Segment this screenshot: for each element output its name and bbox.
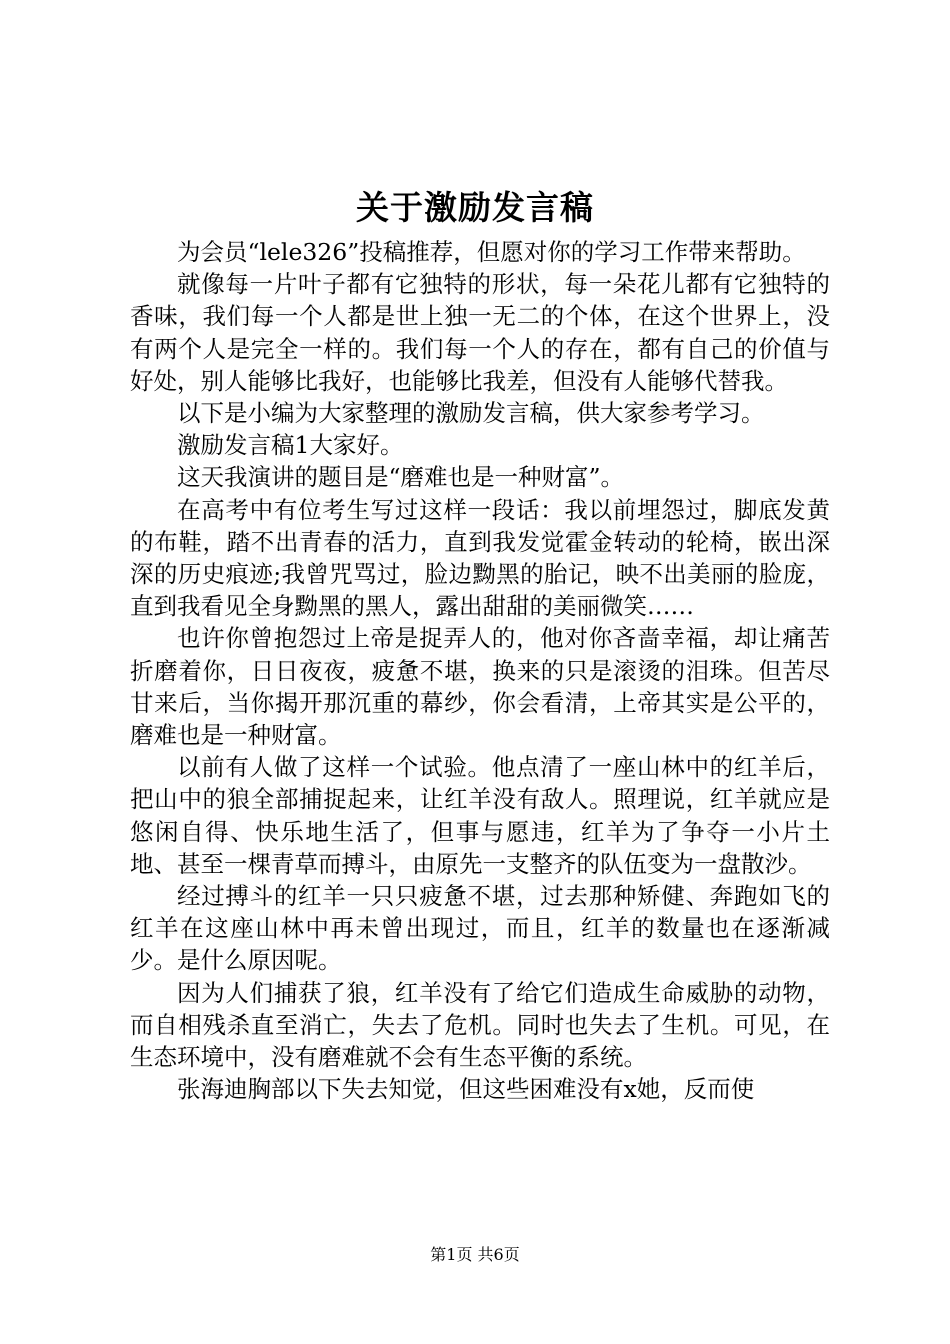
document-body: [130, 236, 830, 1105]
paragraph: 以前有人做了这样一个试验。他点清了一座山林中的红羊后，把山中的狼全部捕捉起来，让红羊没有敌人。照理说，红羊就应是悠闲自得、快乐地生活了，但事与愿违，红羊为了争夺一小片土地、甚至一棵青草而搏斗，由原先一支整齐的队伍变为一盘散沙。: [130, 753, 830, 878]
paragraph: 也许你曾抱怨过上帝是捉弄人的，他对你吝啬幸福，却让痛苦折磨着你，日日夜夜，疲惫不堪，换来的只是滚烫的泪珠。但苦尽甘来后，当你揭开那沉重的幕纱，你会看清，上帝其实是公平的，磨难也是一种财富。: [130, 624, 830, 750]
paragraph: 为会员“lele326”投稿推荐，但愿对你的学习工作带来帮助。: [177, 238, 806, 266]
paragraph: 在高考中有位考生写过这样一段话：我以前埋怨过，脚底发黄的布鞋，踏不出青春的活力，直到我发觉霍金转动的轮椅，嵌出深深的历史痕迹;我曾咒骂过，脸边黝黑的胎记，映不出美丽的脸庞，直到我看见全身黝黑的黑人，露出甜甜的美丽微笑……: [130, 495, 830, 621]
page-footer: 第1页 共6页: [430, 1245, 520, 1264]
paragraph: 就像每一片叶子都有它独特的形状，每一朵花儿都有它独特的香味，我们每一个人都是世上独一无二的个体，在这个世界上，没有两个人是完全一样的。我们每一个人的存在，都有自己的价值与好处，别人能够比我好，也能够比我差，但没有人能够代替我。: [130, 270, 830, 395]
paragraph: 这天我演讲的题目是“磨难也是一种财富”。: [177, 463, 625, 492]
paragraph: 张海迪胸部以下失去知觉，但这些困难没有x她，反而使: [177, 1075, 755, 1104]
document-title: 关于激励发言稿: [356, 188, 594, 227]
paragraph: 激励发言稿1大家好。: [177, 431, 404, 460]
paragraph: 经过搏斗的红羊一只只疲惫不堪，过去那种矫健、奔跑如飞的红羊在这座山林中再未曾出现过，而且，红羊的数量也在逐渐减少。是什么原因呢。: [130, 882, 830, 975]
paragraph: 因为人们捕获了狼，红羊没有了给它们造成生命威胁的动物，而自相残杀直至消亡，失去了危机。同时也失去了生机。可见，在生态环境中，没有磨难就不会有生态平衡的系统。: [130, 978, 830, 1072]
paragraph: 以下是小编为大家整理的激励发言稿，供大家参考学习。: [177, 399, 765, 428]
